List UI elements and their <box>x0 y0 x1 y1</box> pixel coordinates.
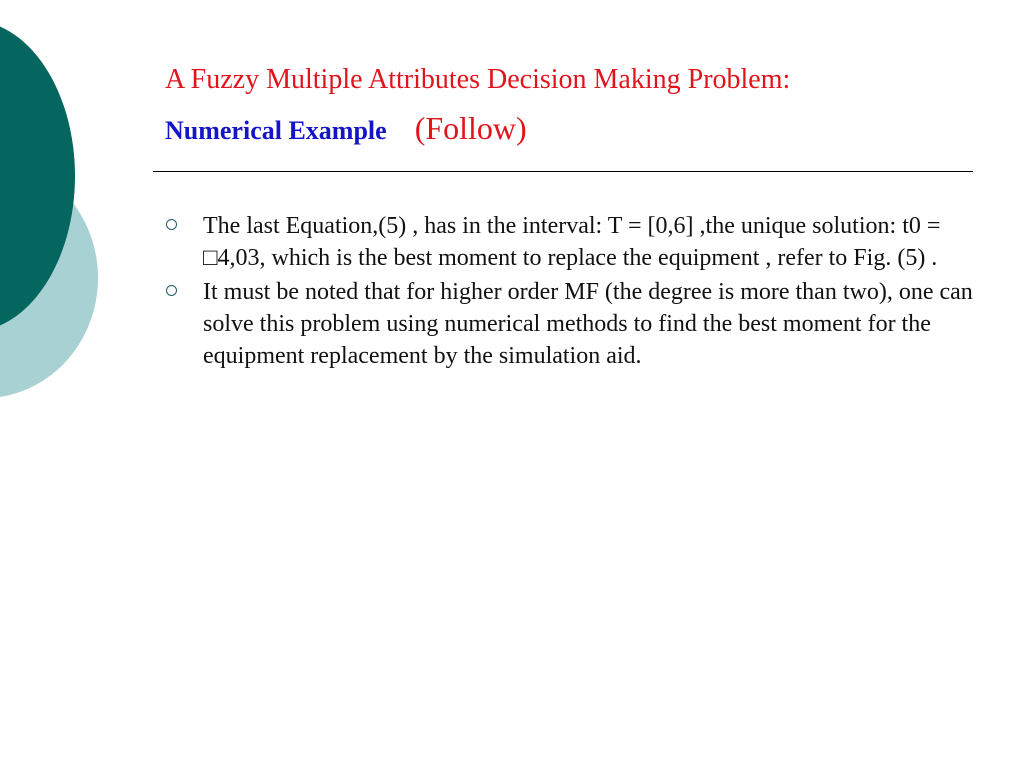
bullet-item <box>163 210 973 274</box>
circle-bullet-icon <box>166 285 177 296</box>
subtitle-follow: (Follow) <box>414 110 527 146</box>
bullet-text: It must be noted that for higher order MF (the degree is more than two), one can solve this problem using numerical methods to find the best moment for the equipment replacement by the simulation aid. <box>203 279 973 369</box>
circle-bullet-icon <box>166 219 177 230</box>
slide-subtitle <box>165 110 527 147</box>
bullet-text: The last Equation,(5) , has in the interval: T = [0,6] ,the unique solution: t0 = □4,03, which is the best moment to replace the equipment , refer to Fig. (5) . <box>203 213 941 271</box>
bullet-item <box>163 276 973 372</box>
slide-title: A Fuzzy Multiple Attributes Decision Making Problem: <box>165 64 791 95</box>
bullet-list <box>163 210 973 374</box>
subtitle-bold: Numerical Example <box>165 116 387 145</box>
title-divider <box>153 171 973 172</box>
